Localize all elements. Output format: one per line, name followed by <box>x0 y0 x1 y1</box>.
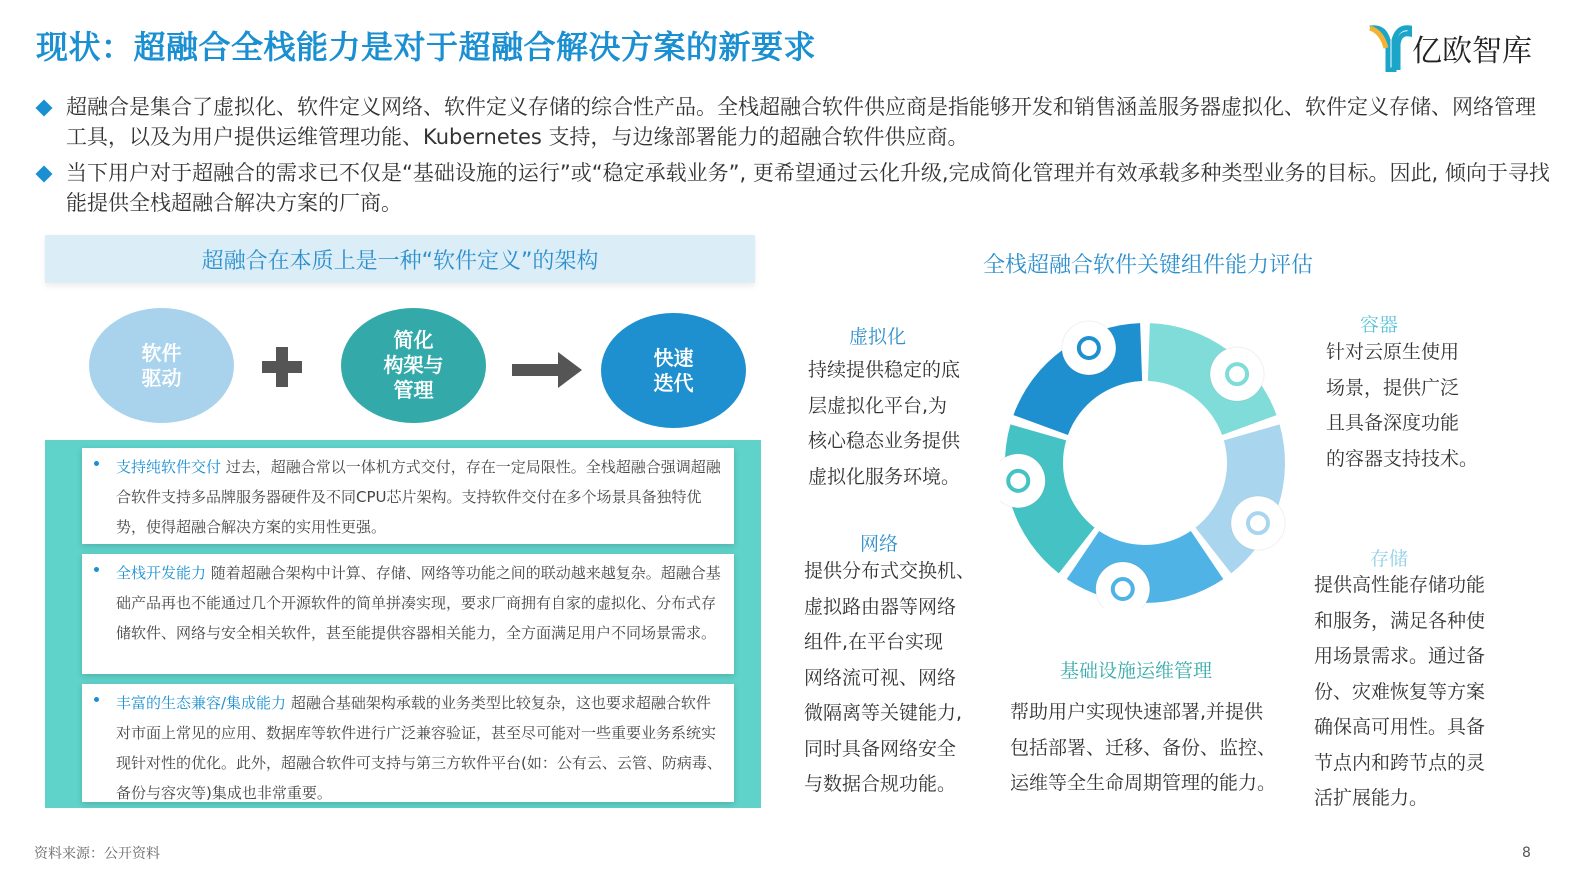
section-line: 针对云原生使用 <box>1326 341 1460 363</box>
diamond-bullet-icon <box>36 166 53 183</box>
section-line: 活扩展能力。 <box>1314 787 1429 809</box>
logo <box>1368 22 1543 74</box>
section-line: 运维等全生命周期管理的能力。 <box>1010 772 1277 794</box>
section-body-network <box>804 554 975 803</box>
section-title-container: 容器 <box>1360 314 1399 336</box>
section-line: 帮助用户实现快速部署,并提供 <box>1010 701 1264 723</box>
card-text: 随着超融合架构中计算、存储、网络等功能之间的联动越来越复杂。超融合基础产品再也不能通过几个开源软件的简单拼凑实现，要求厂商拥有自家的虚拟化、分布式存储软件、网络与安全相关软件，甚至能提供容器相关能力，全方面满足用户不同场景需求。 <box>116 564 721 642</box>
logo-mark-icon <box>1368 22 1412 72</box>
card-fullstack-dev <box>82 554 734 674</box>
card-text: 过去，超融合常以一体机方式交付，存在一定局限性。全栈超融合强调超融合软件支持多品牌服务器硬件及不同CPU芯片架构。支持软件交付在多个场景具备独特优势，使得超融合解决方案的实用性更强。 <box>116 458 721 536</box>
section-line: 且具备深度功能 <box>1326 412 1460 434</box>
plus-icon <box>260 345 304 389</box>
card-highlight: 全栈开发能力 <box>116 564 207 582</box>
section-line: 的容器支持技术。 <box>1326 447 1479 470</box>
section-line: 用场景需求。通过备 <box>1314 645 1486 667</box>
cube-icon <box>1210 347 1264 401</box>
section-line: 持续提供稳定的底 <box>808 359 961 381</box>
section-line: 层虚拟化平台,为 <box>808 394 948 417</box>
dot-bullet-icon <box>94 567 99 572</box>
circle-software-driven <box>89 308 234 423</box>
section-title-virtualization: 虚拟化 <box>849 326 907 348</box>
page-title: 现状：超融合全栈能力是对于超融合解决方案的新要求 <box>36 28 817 66</box>
card-software-delivery <box>82 448 734 544</box>
section-body-ops <box>1010 695 1276 802</box>
section-line: 组件,在平台实现 <box>804 631 944 653</box>
section-line: 核心稳态业务提供 <box>808 430 961 452</box>
section-line: 和服务，满足各种使 <box>1314 609 1486 632</box>
source-note: 资料来源：公开资料 <box>34 846 160 862</box>
diamond-bullet-icon <box>36 100 53 117</box>
bullet-text: 当下用户对于超融合的需求已不仅是“基础设施的运行”或“稳定承载业务”, 更希望通过云化升级,完成简化管理并有效承载多种类型业务的目标。因此, 倾向于寻找能提供全栈超融合解决方案的厂商。 <box>66 161 1550 215</box>
section-line: 场景，提供广泛 <box>1326 376 1460 399</box>
section-line: 份、灾难恢复等方案 <box>1314 680 1486 703</box>
disk-icon <box>1231 496 1285 550</box>
card-highlight: 丰富的生态兼容/集成能力 <box>116 694 287 712</box>
section-line: 确保高可用性。具备 <box>1314 716 1486 738</box>
section-title-storage: 存储 <box>1370 548 1409 570</box>
section-line: 与数据合规功能。 <box>804 773 957 795</box>
ring-segment-storage <box>1195 424 1285 573</box>
section-line: 提供高性能存储功能 <box>1314 574 1486 596</box>
section-line: 微隔离等关键能力, <box>804 702 963 724</box>
section-line: 节点内和跨节点的灵 <box>1314 751 1486 774</box>
card-ecosystem <box>82 684 734 802</box>
page-number: 8 <box>1522 845 1531 861</box>
section-title-network: 网络 <box>860 533 899 555</box>
card-highlight: 支持纯软件交付 <box>116 458 222 476</box>
dot-bullet-icon <box>94 697 99 702</box>
section-line: 虚拟路由器等网络 <box>804 595 957 618</box>
section-body-container <box>1326 335 1478 477</box>
bullet-item <box>38 158 1550 218</box>
cloud-monitor-icon <box>1062 321 1116 375</box>
circle-label: 快速 迭代 <box>653 345 694 395</box>
section-line: 网络流可视、网络 <box>804 666 957 689</box>
card-text: 超融合基础架构承载的业务类型比较复杂，这也要求超融合软件对市面上常见的应用、数据库等软件进行广泛兼容验证，甚至尽可能对一些重要业务系统实现针对性的优化。此外，超融合软件可支持与第三方软件平台(如：公有云、云管、防病毒、备份与容灾等)集成也非常重要。 <box>116 694 722 802</box>
logo-text: 亿欧智库 <box>1412 34 1532 69</box>
section-body-virtualization <box>808 353 960 495</box>
circle-label: 软件 驱动 <box>141 340 182 390</box>
section-line: 提供分布式交换机、 <box>804 560 976 582</box>
left-panel-header: 超融合在本质上是一种“软件定义”的架构 <box>45 235 755 283</box>
arrow-right-icon <box>512 352 582 388</box>
bullet-item <box>38 92 1550 152</box>
section-body-storage <box>1314 568 1485 817</box>
circle-fast-iteration <box>601 313 746 428</box>
dot-bullet-icon <box>94 461 99 466</box>
right-panel-title: 全栈超融合软件关键组件能力评估 <box>982 253 1313 278</box>
circle-simplify-architecture <box>341 308 486 423</box>
section-title-ops: 基础设施运维管理 <box>1060 660 1213 682</box>
circle-label: 简化 构架与 管理 <box>383 328 444 402</box>
component-ring-diagram <box>1000 318 1290 608</box>
section-line: 包括部署、迁移、备份、监控、 <box>1010 736 1277 759</box>
section-line: 同时具备网络安全 <box>804 737 957 760</box>
section-line: 虚拟化服务环境。 <box>808 465 961 488</box>
bullet-text: 超融合是集合了虚拟化、软件定义网络、软件定义存储的综合性产品。全栈超融合软件供应商是指能够开发和销售涵盖服务器虚拟化、软件定义存储、网络管理工具，以及为用户提供运维管理功能、Kubernetes 支持，与边缘部署能力的超融合软件供应商。 <box>66 95 1536 149</box>
